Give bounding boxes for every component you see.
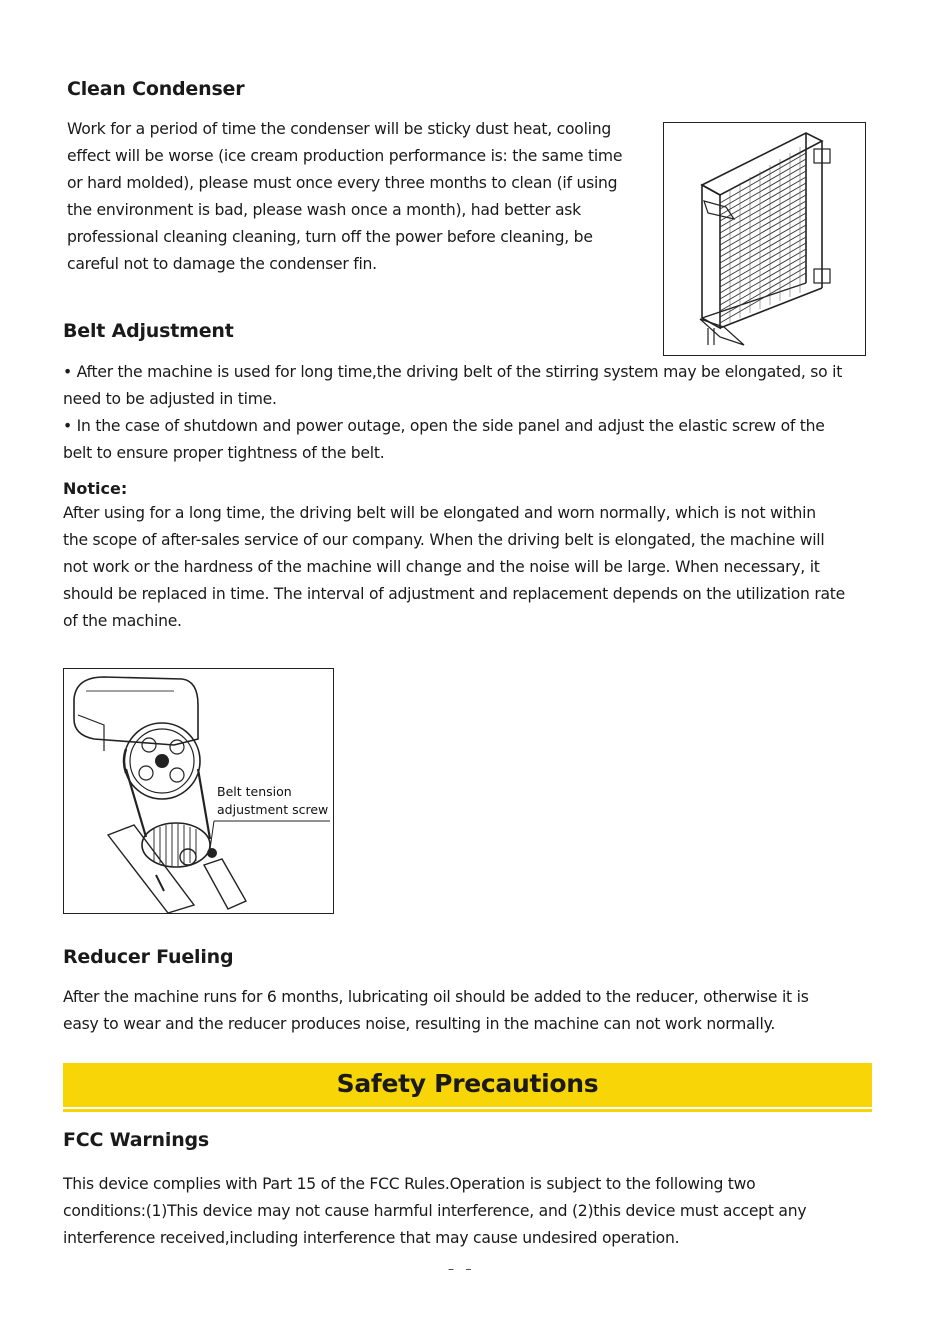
fcc-warnings-text bbox=[63, 1171, 806, 1252]
text-line: need to be adjusted in time. bbox=[63, 390, 277, 408]
text-line: should be replaced in time. The interval of adjustment and replacement depends on the utilization rate bbox=[63, 585, 846, 603]
belt-figure bbox=[63, 668, 334, 914]
text-line: easy to wear and the reducer produces noise, resulting in the machine can not work normally. bbox=[63, 1015, 776, 1033]
clean-condenser-heading: Clean Condenser bbox=[67, 78, 245, 100]
text-line: effect will be worse (ice cream production performance is: the same time bbox=[67, 147, 623, 165]
text-line: Work for a period of time the condenser will be sticky dust heat, cooling bbox=[67, 120, 612, 138]
text-line: interference received,including interference that may cause undesired operation. bbox=[63, 1229, 680, 1247]
text-line: This device complies with Part 15 of the FCC Rules.Operation is subject to the following two bbox=[63, 1175, 756, 1193]
banner-underline bbox=[63, 1109, 872, 1112]
text-line: professional cleaning cleaning, turn off the power before cleaning, be bbox=[67, 228, 593, 246]
text-line: of the machine. bbox=[63, 612, 182, 630]
text-line: After using for a long time, the driving belt will be elongated and worn normally, which is not within bbox=[63, 504, 816, 522]
fcc-warnings-heading: FCC Warnings bbox=[63, 1129, 210, 1151]
text-line: the environment is bad, please wash once a month), had better ask bbox=[67, 201, 581, 219]
text-line: belt to ensure proper tightness of the belt. bbox=[63, 444, 385, 462]
text-line: conditions:(1)This device may not cause harmful interference, and (2)this device must accept any bbox=[63, 1202, 807, 1220]
condenser-figure bbox=[663, 122, 866, 356]
belt-adjustment-text bbox=[63, 359, 842, 467]
text-line: • In the case of shutdown and power outage, open the side panel and adjust the elastic screw of the bbox=[63, 417, 825, 435]
page-number-marks: – – bbox=[448, 1262, 472, 1276]
safety-precautions-title: Safety Precautions bbox=[336, 1069, 599, 1098]
clean-condenser-text bbox=[67, 116, 622, 278]
text-line: After the machine runs for 6 months, lubricating oil should be added to the reducer, otherwise it is bbox=[63, 988, 809, 1006]
text-line: • After the machine is used for long time,the driving belt of the stirring system may be elongated, so it bbox=[63, 363, 843, 381]
belt-tension-callout bbox=[217, 783, 328, 819]
condenser-illustration bbox=[664, 123, 865, 355]
text-line: not work or the hardness of the machine will change and the noise will be large. When necessary, it bbox=[63, 558, 820, 576]
reducer-fueling-heading: Reducer Fueling bbox=[63, 946, 234, 968]
text-line: or hard molded), please must once every three months to clean (if using bbox=[67, 174, 618, 192]
notice-heading: Notice: bbox=[63, 479, 128, 498]
text-line: the scope of after-sales service of our company. When the driving belt is elongated, the machine will bbox=[63, 531, 825, 549]
reducer-fueling-text bbox=[63, 984, 809, 1038]
notice-text bbox=[63, 500, 845, 635]
callout-line: Belt tension bbox=[217, 784, 292, 799]
safety-precautions-banner bbox=[63, 1063, 872, 1107]
text-line: careful not to damage the condenser fin. bbox=[67, 255, 377, 273]
belt-adjustment-heading: Belt Adjustment bbox=[63, 320, 234, 342]
callout-line: adjustment screw bbox=[217, 802, 329, 817]
